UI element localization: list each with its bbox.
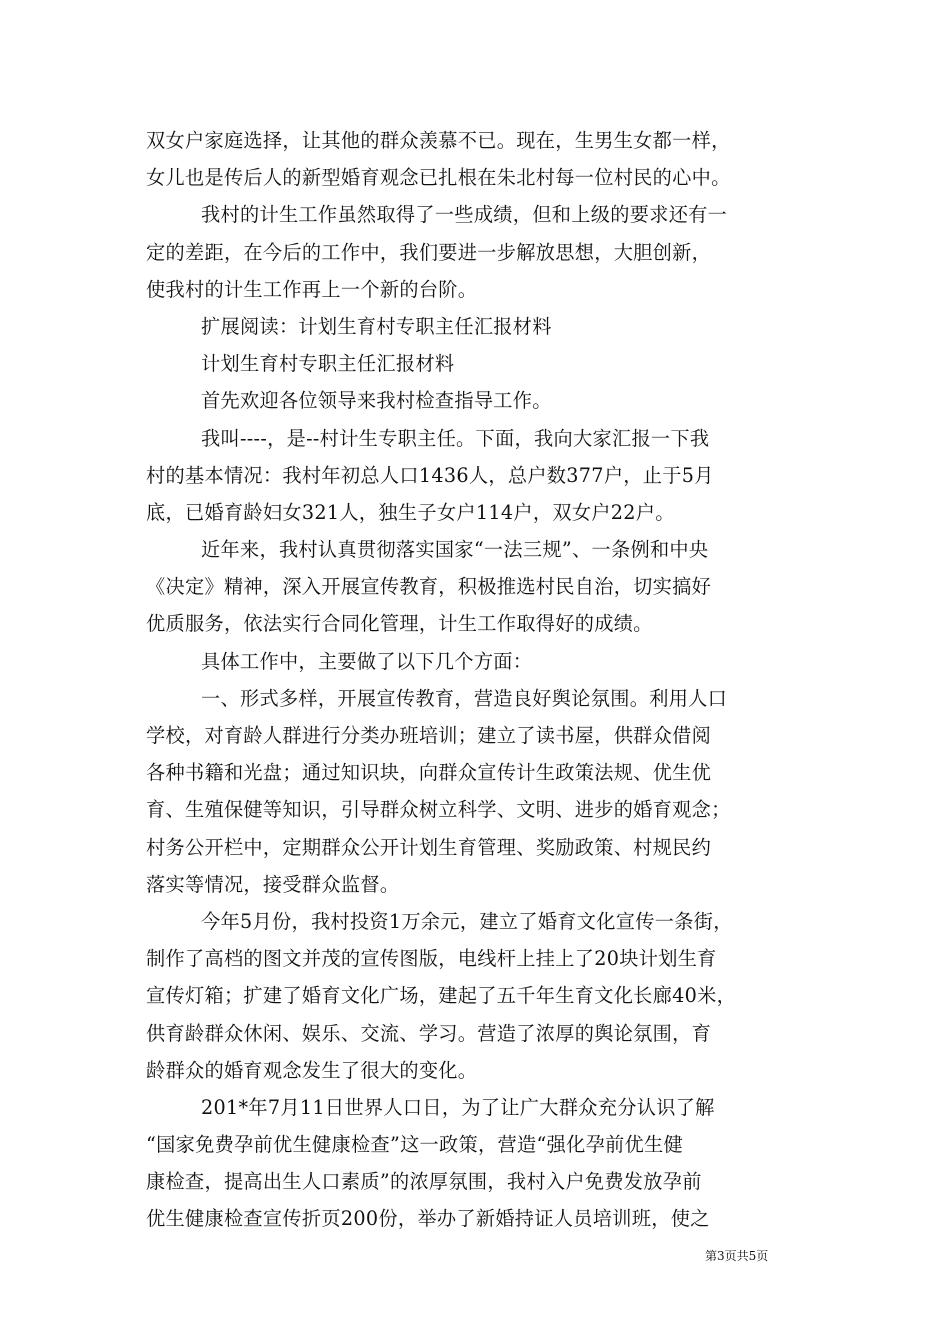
text-line: 今年5月份，我村投资1万余元，建立了婚育文化宣传一条街， [201,909,733,933]
text-line: 优生健康检查宣传折页200份，举办了新婚持证人员培训班，使之 [146,1207,710,1231]
text-line: 学校，对育龄人群进行分类办班培训；建立了读书屋，供群众借阅 [146,724,712,747]
text-line: 各种书籍和光盘；通过知识块，向群众宣传计生政策法规、优生优 [146,761,712,785]
text-line: 具体工作中，主要做了以下几个方面： [201,649,533,673]
text-line: 计划生育村专职主任汇报材料 [201,352,455,376]
text-line: 供育龄群众休闲、娱乐、交流、学习。营造了浓厚的舆论氛围，育 [146,1021,712,1045]
text-line: 优质服务，依法实行合同化管理，计生工作取得好的成绩。 [146,612,653,636]
text-line: 首先欢迎各位领导来我村检查指导工作。 [201,389,552,413]
text-line: 落实等情况，接受群众监督。 [146,872,400,896]
text-line: 育、生殖保健等知识，引导群众树立科学、文明、进步的婚育观念； [146,798,731,822]
body-text [146,122,846,1238]
text-line: 龄群众的婚育观念发生了很大的变化。 [146,1058,478,1082]
text-line: 我叫----，是--村计生专职主任。下面，我向大家汇报一下我 [201,426,710,450]
text-line: 制作了高档的图文并茂的宣传图版，电线杆上挂上了20块计划生育 [146,947,717,971]
text-line: 底，已婚育龄妇女321人，独生子女户114户，双女户22户。 [146,500,675,524]
text-line: 《决定》精神，深入开展宣传教育，积极推选村民自治，切实搞好 [146,575,712,599]
text-line: 使我村的计生工作再上一个新的台阶。 [146,277,478,301]
text-line: 扩展阅读：计划生育村专职主任汇报材料 [201,314,552,338]
text-line: 宣传灯箱；扩建了婚育文化广场，建起了五千年生育文化长廊40米， [146,984,737,1008]
text-line: 我村的计生工作虽然取得了一些成绩，但和上级的要求还有一 [201,203,728,227]
text-line: 近年来，我村认真贯彻落实国家“一法三规”、一条例和中央 [201,538,709,562]
page-number: 第3页共5页 [705,1249,769,1263]
text-line: 201*年7月11日世界人口日，为了让广大群众充分认识了解 [201,1095,715,1119]
text-line: 定的差距，在今后的工作中，我们要进一步解放思想，大胆创新， [146,240,712,264]
text-line: 村务公开栏中，定期群众公开计划生育管理、奖励政策、村规民约 [146,835,712,859]
text-line: 村的基本情况：我村年初总人口1436人，总户数377户，止于5月 [146,463,714,487]
text-line: 女儿也是传后人的新型婚育观念已扎根在朱北村每一位村民的心中。 [146,166,731,190]
text-line: 一、形式多样，开展宣传教育，营造良好舆论氛围。利用人口 [201,686,728,710]
text-line: “国家免费孕前优生健康检查”这一政策，营造“强化孕前优生健 [146,1133,684,1157]
text-line: 双女户家庭选择，让其他的群众羡慕不已。现在，生男生女都一样， [146,129,731,152]
text-line: 康检查，提高出生人口素质”的浓厚氛围，我村入户免费发放孕前 [146,1170,702,1194]
